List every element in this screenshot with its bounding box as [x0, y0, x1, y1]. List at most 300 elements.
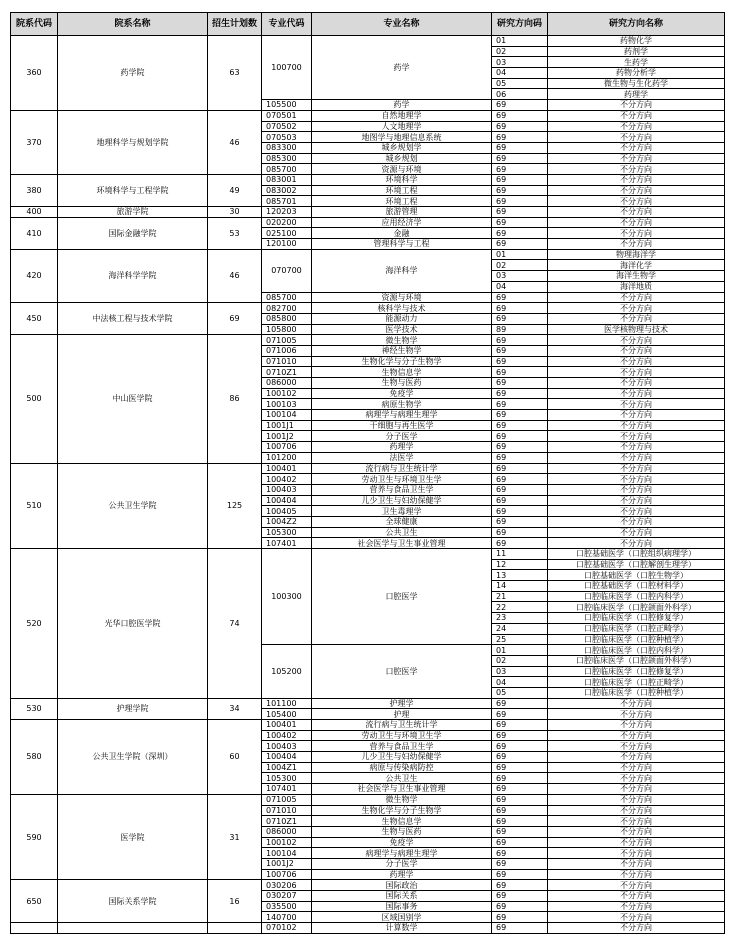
- direction-code: 69: [492, 292, 548, 303]
- major-code: 1004Z1: [262, 762, 312, 773]
- major-name: 地图学与地理信息系统: [312, 132, 492, 143]
- major-code: 100404: [262, 752, 312, 763]
- major-name: 神经生物学: [312, 345, 492, 356]
- school-quota: [208, 923, 262, 934]
- direction-name: 不分方向: [548, 378, 725, 389]
- direction-name: 不分方向: [548, 207, 725, 218]
- school-quota: 34: [208, 698, 262, 719]
- direction-code: 01: [492, 36, 548, 47]
- major-code: 086000: [262, 826, 312, 837]
- major-code: 100706: [262, 869, 312, 880]
- table-row: [11, 549, 725, 560]
- major-code: 100403: [262, 741, 312, 752]
- major-code: 100104: [262, 410, 312, 421]
- direction-code: 69: [492, 452, 548, 463]
- direction-name: 不分方向: [548, 880, 725, 891]
- direction-name: 口腔临床医学（口腔颌面外科学）: [548, 655, 725, 666]
- direction-name: 不分方向: [548, 484, 725, 495]
- direction-code: 69: [492, 121, 548, 132]
- school-name: 中山医学院: [58, 335, 208, 463]
- direction-code: 21: [492, 591, 548, 602]
- direction-name: 口腔临床医学（口腔颌面外科学）: [548, 602, 725, 613]
- direction-name: 不分方向: [548, 762, 725, 773]
- direction-code: 05: [492, 78, 548, 89]
- major-name: 国际关系: [312, 891, 492, 902]
- direction-name: 药物分析学: [548, 68, 725, 79]
- school-code: 500: [11, 335, 58, 463]
- major-name: 自然地理学: [312, 110, 492, 121]
- major-code: 071010: [262, 805, 312, 816]
- school-quota: 31: [208, 794, 262, 880]
- major-code: 086000: [262, 378, 312, 389]
- direction-code: 01: [492, 645, 548, 656]
- major-name: 护理学: [312, 698, 492, 709]
- major-code: 107401: [262, 538, 312, 549]
- school-code: 380: [11, 174, 58, 206]
- direction-code: 01: [492, 249, 548, 260]
- direction-code: 05: [492, 687, 548, 698]
- direction-name: 不分方向: [548, 410, 725, 421]
- major-code: 085701: [262, 196, 312, 207]
- table-row: [11, 36, 725, 47]
- table-row: [11, 880, 725, 891]
- major-code: 020200: [262, 217, 312, 228]
- school-code: 590: [11, 794, 58, 880]
- direction-name: 口腔临床医学（口腔修复学）: [548, 613, 725, 624]
- table-row: [11, 303, 725, 314]
- direction-code: 69: [492, 474, 548, 485]
- direction-code: 04: [492, 281, 548, 292]
- major-name: 生物化学与分子生物学: [312, 805, 492, 816]
- major-code: 105500: [262, 100, 312, 111]
- direction-code: 69: [492, 484, 548, 495]
- direction-code: 69: [492, 367, 548, 378]
- table-row: [11, 249, 725, 260]
- school-quota: 86: [208, 335, 262, 463]
- major-code: 100401: [262, 720, 312, 731]
- direction-name: 不分方向: [548, 196, 725, 207]
- direction-name: 不分方向: [548, 826, 725, 837]
- major-name: 免疫学: [312, 837, 492, 848]
- major-name: 生物与医药: [312, 378, 492, 389]
- school-name: 公共卫生学院（深圳）: [58, 720, 208, 795]
- school-quota: 30: [208, 207, 262, 218]
- table-row: [11, 335, 725, 346]
- direction-name: 医学核物理与技术: [548, 324, 725, 335]
- direction-name: 不分方向: [548, 720, 725, 731]
- major-code: 100405: [262, 506, 312, 517]
- school-name: 海洋科学学院: [58, 249, 208, 302]
- major-name: 生物与医药: [312, 826, 492, 837]
- major-name: 口腔医学: [312, 645, 492, 698]
- direction-code: 25: [492, 634, 548, 645]
- direction-name: 不分方向: [548, 752, 725, 763]
- major-code: 100104: [262, 848, 312, 859]
- major-name: 社会医学与卫生事业管理: [312, 538, 492, 549]
- school-quota: 69: [208, 303, 262, 335]
- direction-code: 69: [492, 826, 548, 837]
- direction-code: 02: [492, 260, 548, 271]
- school-code: 580: [11, 720, 58, 795]
- direction-name: 微生物与生化药学: [548, 78, 725, 89]
- major-name: 公共卫生: [312, 527, 492, 538]
- school-quota: 49: [208, 174, 262, 206]
- direction-name: 口腔基础医学（口腔材料学）: [548, 581, 725, 592]
- direction-code: 11: [492, 549, 548, 560]
- direction-name: 药理学: [548, 89, 725, 100]
- major-code: 107401: [262, 784, 312, 795]
- direction-code: 69: [492, 698, 548, 709]
- direction-code: 69: [492, 196, 548, 207]
- school-code: 650: [11, 880, 58, 923]
- major-name: 劳动卫生与环境卫生学: [312, 730, 492, 741]
- direction-code: 69: [492, 773, 548, 784]
- major-name: 应用经济学: [312, 217, 492, 228]
- direction-code: 69: [492, 912, 548, 923]
- major-code: 085700: [262, 164, 312, 175]
- direction-name: 生药学: [548, 57, 725, 68]
- direction-name: 不分方向: [548, 399, 725, 410]
- direction-code: 69: [492, 709, 548, 720]
- direction-code: 03: [492, 666, 548, 677]
- major-name: 流行病与卫生统计学: [312, 720, 492, 731]
- direction-code: 69: [492, 420, 548, 431]
- major-name: 城乡规划学: [312, 142, 492, 153]
- major-code: 101100: [262, 698, 312, 709]
- major-name: 资源与环境: [312, 292, 492, 303]
- header-major-code: 专业代码: [262, 13, 312, 36]
- direction-name: 不分方向: [548, 345, 725, 356]
- major-code: 071005: [262, 794, 312, 805]
- school-name: 护理学院: [58, 698, 208, 719]
- direction-code: 69: [492, 100, 548, 111]
- major-name: 免疫学: [312, 388, 492, 399]
- major-name: 金融: [312, 228, 492, 239]
- direction-name: 不分方向: [548, 912, 725, 923]
- major-name: 区域国别学: [312, 912, 492, 923]
- direction-code: 69: [492, 463, 548, 474]
- direction-name: 口腔临床医学（口腔内科学）: [548, 645, 725, 656]
- major-name: 药理学: [312, 869, 492, 880]
- header-major-name: 专业名称: [312, 13, 492, 36]
- major-name: 病原生物学: [312, 399, 492, 410]
- direction-code: 69: [492, 164, 548, 175]
- enrollment-table: [10, 12, 725, 934]
- direction-code: 69: [492, 538, 548, 549]
- major-code: 100402: [262, 730, 312, 741]
- direction-code: 69: [492, 378, 548, 389]
- school-code: [11, 923, 58, 934]
- major-name: 药理学: [312, 442, 492, 453]
- direction-name: 不分方向: [548, 923, 725, 934]
- major-name: 国际政治: [312, 880, 492, 891]
- major-code: 100403: [262, 484, 312, 495]
- table-row: [11, 110, 725, 121]
- direction-code: 69: [492, 153, 548, 164]
- major-name: 干细胞与再生医学: [312, 420, 492, 431]
- direction-name: 不分方向: [548, 388, 725, 399]
- direction-code: 69: [492, 901, 548, 912]
- major-code: 100300: [262, 549, 312, 645]
- direction-code: 69: [492, 207, 548, 218]
- major-name: 儿少卫生与妇幼保健学: [312, 495, 492, 506]
- direction-code: 03: [492, 57, 548, 68]
- direction-name: 口腔临床医学（口腔正畸学）: [548, 677, 725, 688]
- direction-name: 不分方向: [548, 891, 725, 902]
- direction-code: 04: [492, 68, 548, 79]
- direction-name: 海洋地质: [548, 281, 725, 292]
- major-name: 社会医学与卫生事业管理: [312, 784, 492, 795]
- major-name: 全球健康: [312, 516, 492, 527]
- direction-code: 69: [492, 431, 548, 442]
- direction-name: 不分方向: [548, 506, 725, 517]
- major-name: 医学技术: [312, 324, 492, 335]
- direction-name: 海洋生物学: [548, 271, 725, 282]
- direction-code: 69: [492, 923, 548, 934]
- direction-name: 不分方向: [548, 100, 725, 111]
- major-name: 病理学与病理生理学: [312, 410, 492, 421]
- major-name: 生物化学与分子生物学: [312, 356, 492, 367]
- school-name: 地理科学与规划学院: [58, 110, 208, 174]
- major-name: 核科学与技术: [312, 303, 492, 314]
- direction-code: 69: [492, 335, 548, 346]
- major-code: 140700: [262, 912, 312, 923]
- direction-code: 89: [492, 324, 548, 335]
- direction-code: 69: [492, 816, 548, 827]
- major-name: 营养与食品卫生学: [312, 741, 492, 752]
- school-name: 国际金融学院: [58, 217, 208, 249]
- direction-code: 69: [492, 506, 548, 517]
- direction-name: 不分方向: [548, 153, 725, 164]
- direction-code: 13: [492, 570, 548, 581]
- direction-name: 不分方向: [548, 121, 725, 132]
- major-name: 卫生毒理学: [312, 506, 492, 517]
- school-name: 医学院: [58, 794, 208, 880]
- school-quota: 63: [208, 36, 262, 111]
- direction-name: 物理海洋学: [548, 249, 725, 260]
- school-quota: 74: [208, 549, 262, 699]
- major-name: 分子医学: [312, 431, 492, 442]
- school-name: [58, 923, 208, 934]
- direction-code: 24: [492, 623, 548, 634]
- school-code: 410: [11, 217, 58, 249]
- direction-code: 69: [492, 345, 548, 356]
- direction-code: 69: [492, 388, 548, 399]
- major-code: 100700: [262, 36, 312, 100]
- school-code: 450: [11, 303, 58, 335]
- direction-code: 69: [492, 858, 548, 869]
- major-name: 营养与食品卫生学: [312, 484, 492, 495]
- major-code: 071010: [262, 356, 312, 367]
- direction-code: 04: [492, 677, 548, 688]
- school-code: 530: [11, 698, 58, 719]
- major-name: 分子医学: [312, 858, 492, 869]
- header-direction-name: 研究方向名称: [548, 13, 725, 36]
- direction-code: 69: [492, 720, 548, 731]
- direction-code: 69: [492, 185, 548, 196]
- direction-code: 69: [492, 228, 548, 239]
- major-name: 环境工程: [312, 196, 492, 207]
- major-code: 100706: [262, 442, 312, 453]
- major-name: 法医学: [312, 452, 492, 463]
- direction-code: 69: [492, 132, 548, 143]
- major-name: 人文地理学: [312, 121, 492, 132]
- major-code: 105300: [262, 527, 312, 538]
- major-code: 071005: [262, 335, 312, 346]
- school-name: 国际关系学院: [58, 880, 208, 923]
- major-name: 流行病与卫生统计学: [312, 463, 492, 474]
- major-code: 100103: [262, 399, 312, 410]
- major-code: 120203: [262, 207, 312, 218]
- direction-code: 69: [492, 805, 548, 816]
- direction-name: 不分方向: [548, 698, 725, 709]
- direction-code: 22: [492, 602, 548, 613]
- direction-code: 69: [492, 110, 548, 121]
- direction-name: 口腔基础医学（口腔组织病理学）: [548, 549, 725, 560]
- major-name: 护理: [312, 709, 492, 720]
- school-name: 公共卫生学院: [58, 463, 208, 549]
- header-school-code: 院系代码: [11, 13, 58, 36]
- table-row: [11, 923, 725, 934]
- table-row: [11, 794, 725, 805]
- direction-name: 不分方向: [548, 142, 725, 153]
- major-code: 083002: [262, 185, 312, 196]
- table-row: [11, 463, 725, 474]
- direction-name: 口腔临床医学（口腔种植学）: [548, 634, 725, 645]
- major-name: 城乡规划: [312, 153, 492, 164]
- header-direction-code: 研究方向码: [492, 13, 548, 36]
- direction-name: 口腔临床医学（口腔正畸学）: [548, 623, 725, 634]
- direction-name: 不分方向: [548, 217, 725, 228]
- direction-code: 02: [492, 655, 548, 666]
- direction-name: 不分方向: [548, 174, 725, 185]
- major-name: 药学: [312, 100, 492, 111]
- major-code: 120100: [262, 239, 312, 250]
- direction-code: 02: [492, 46, 548, 57]
- major-code: 1001J1: [262, 420, 312, 431]
- direction-name: 不分方向: [548, 452, 725, 463]
- major-code: 070700: [262, 249, 312, 292]
- direction-code: 69: [492, 239, 548, 250]
- direction-code: 69: [492, 174, 548, 185]
- direction-name: 不分方向: [548, 784, 725, 795]
- school-code: 420: [11, 249, 58, 302]
- school-quota: 125: [208, 463, 262, 549]
- major-name: 儿少卫生与妇幼保健学: [312, 752, 492, 763]
- major-name: 环境工程: [312, 185, 492, 196]
- direction-name: 药物化学: [548, 36, 725, 47]
- direction-code: 12: [492, 559, 548, 570]
- direction-name: 不分方向: [548, 367, 725, 378]
- direction-name: 不分方向: [548, 239, 725, 250]
- major-code: 100102: [262, 388, 312, 399]
- direction-name: 不分方向: [548, 709, 725, 720]
- header-school-name: 院系名称: [58, 13, 208, 36]
- direction-code: 69: [492, 313, 548, 324]
- major-name: 劳动卫生与环境卫生学: [312, 474, 492, 485]
- direction-name: 不分方向: [548, 816, 725, 827]
- direction-code: 69: [492, 837, 548, 848]
- major-name: 微生物学: [312, 335, 492, 346]
- major-name: 药学: [312, 36, 492, 100]
- major-code: 030207: [262, 891, 312, 902]
- major-code: 070501: [262, 110, 312, 121]
- direction-name: 不分方向: [548, 848, 725, 859]
- major-name: 病理学与病理生理学: [312, 848, 492, 859]
- direction-name: 不分方向: [548, 869, 725, 880]
- direction-name: 不分方向: [548, 442, 725, 453]
- direction-name: 不分方向: [548, 858, 725, 869]
- school-quota: 46: [208, 110, 262, 174]
- direction-code: 69: [492, 516, 548, 527]
- major-code: 105300: [262, 773, 312, 784]
- direction-code: 69: [492, 762, 548, 773]
- direction-code: 69: [492, 848, 548, 859]
- direction-name: 不分方向: [548, 901, 725, 912]
- direction-code: 69: [492, 399, 548, 410]
- direction-name: 药剂学: [548, 46, 725, 57]
- major-name: 病原与传染病防控: [312, 762, 492, 773]
- major-code: 1004Z2: [262, 516, 312, 527]
- direction-name: 不分方向: [548, 420, 725, 431]
- direction-name: 不分方向: [548, 730, 725, 741]
- major-code: 085300: [262, 153, 312, 164]
- header-row: [11, 13, 725, 36]
- direction-name: 不分方向: [548, 356, 725, 367]
- major-code: 035500: [262, 901, 312, 912]
- direction-code: 69: [492, 784, 548, 795]
- major-code: 070502: [262, 121, 312, 132]
- school-name: 光华口腔医学院: [58, 549, 208, 699]
- direction-code: 69: [492, 891, 548, 902]
- direction-code: 69: [492, 356, 548, 367]
- major-name: 国际事务: [312, 901, 492, 912]
- school-quota: 46: [208, 249, 262, 302]
- major-name: 计算数学: [312, 923, 492, 934]
- direction-name: 海洋化学: [548, 260, 725, 271]
- direction-name: 不分方向: [548, 463, 725, 474]
- direction-name: 不分方向: [548, 313, 725, 324]
- major-code: 1001J2: [262, 858, 312, 869]
- major-code: 071006: [262, 345, 312, 356]
- direction-name: 不分方向: [548, 538, 725, 549]
- direction-code: 69: [492, 442, 548, 453]
- school-code: 370: [11, 110, 58, 174]
- direction-code: 69: [492, 527, 548, 538]
- major-code: 100401: [262, 463, 312, 474]
- major-name: 海洋科学: [312, 249, 492, 292]
- major-code: 0710Z1: [262, 816, 312, 827]
- school-quota: 60: [208, 720, 262, 795]
- school-name: 中法核工程与技术学院: [58, 303, 208, 335]
- major-code: 105800: [262, 324, 312, 335]
- school-quota: 16: [208, 880, 262, 923]
- direction-name: 不分方向: [548, 335, 725, 346]
- direction-name: 不分方向: [548, 228, 725, 239]
- major-code: 025100: [262, 228, 312, 239]
- direction-name: 口腔临床医学（口腔修复学）: [548, 666, 725, 677]
- major-name: 微生物学: [312, 794, 492, 805]
- major-code: 100102: [262, 837, 312, 848]
- major-code: 070102: [262, 923, 312, 934]
- major-code: 0710Z1: [262, 367, 312, 378]
- major-code: 083001: [262, 174, 312, 185]
- major-name: 环境科学: [312, 174, 492, 185]
- direction-name: 不分方向: [548, 837, 725, 848]
- school-code: 360: [11, 36, 58, 111]
- major-code: 085700: [262, 292, 312, 303]
- direction-name: 不分方向: [548, 164, 725, 175]
